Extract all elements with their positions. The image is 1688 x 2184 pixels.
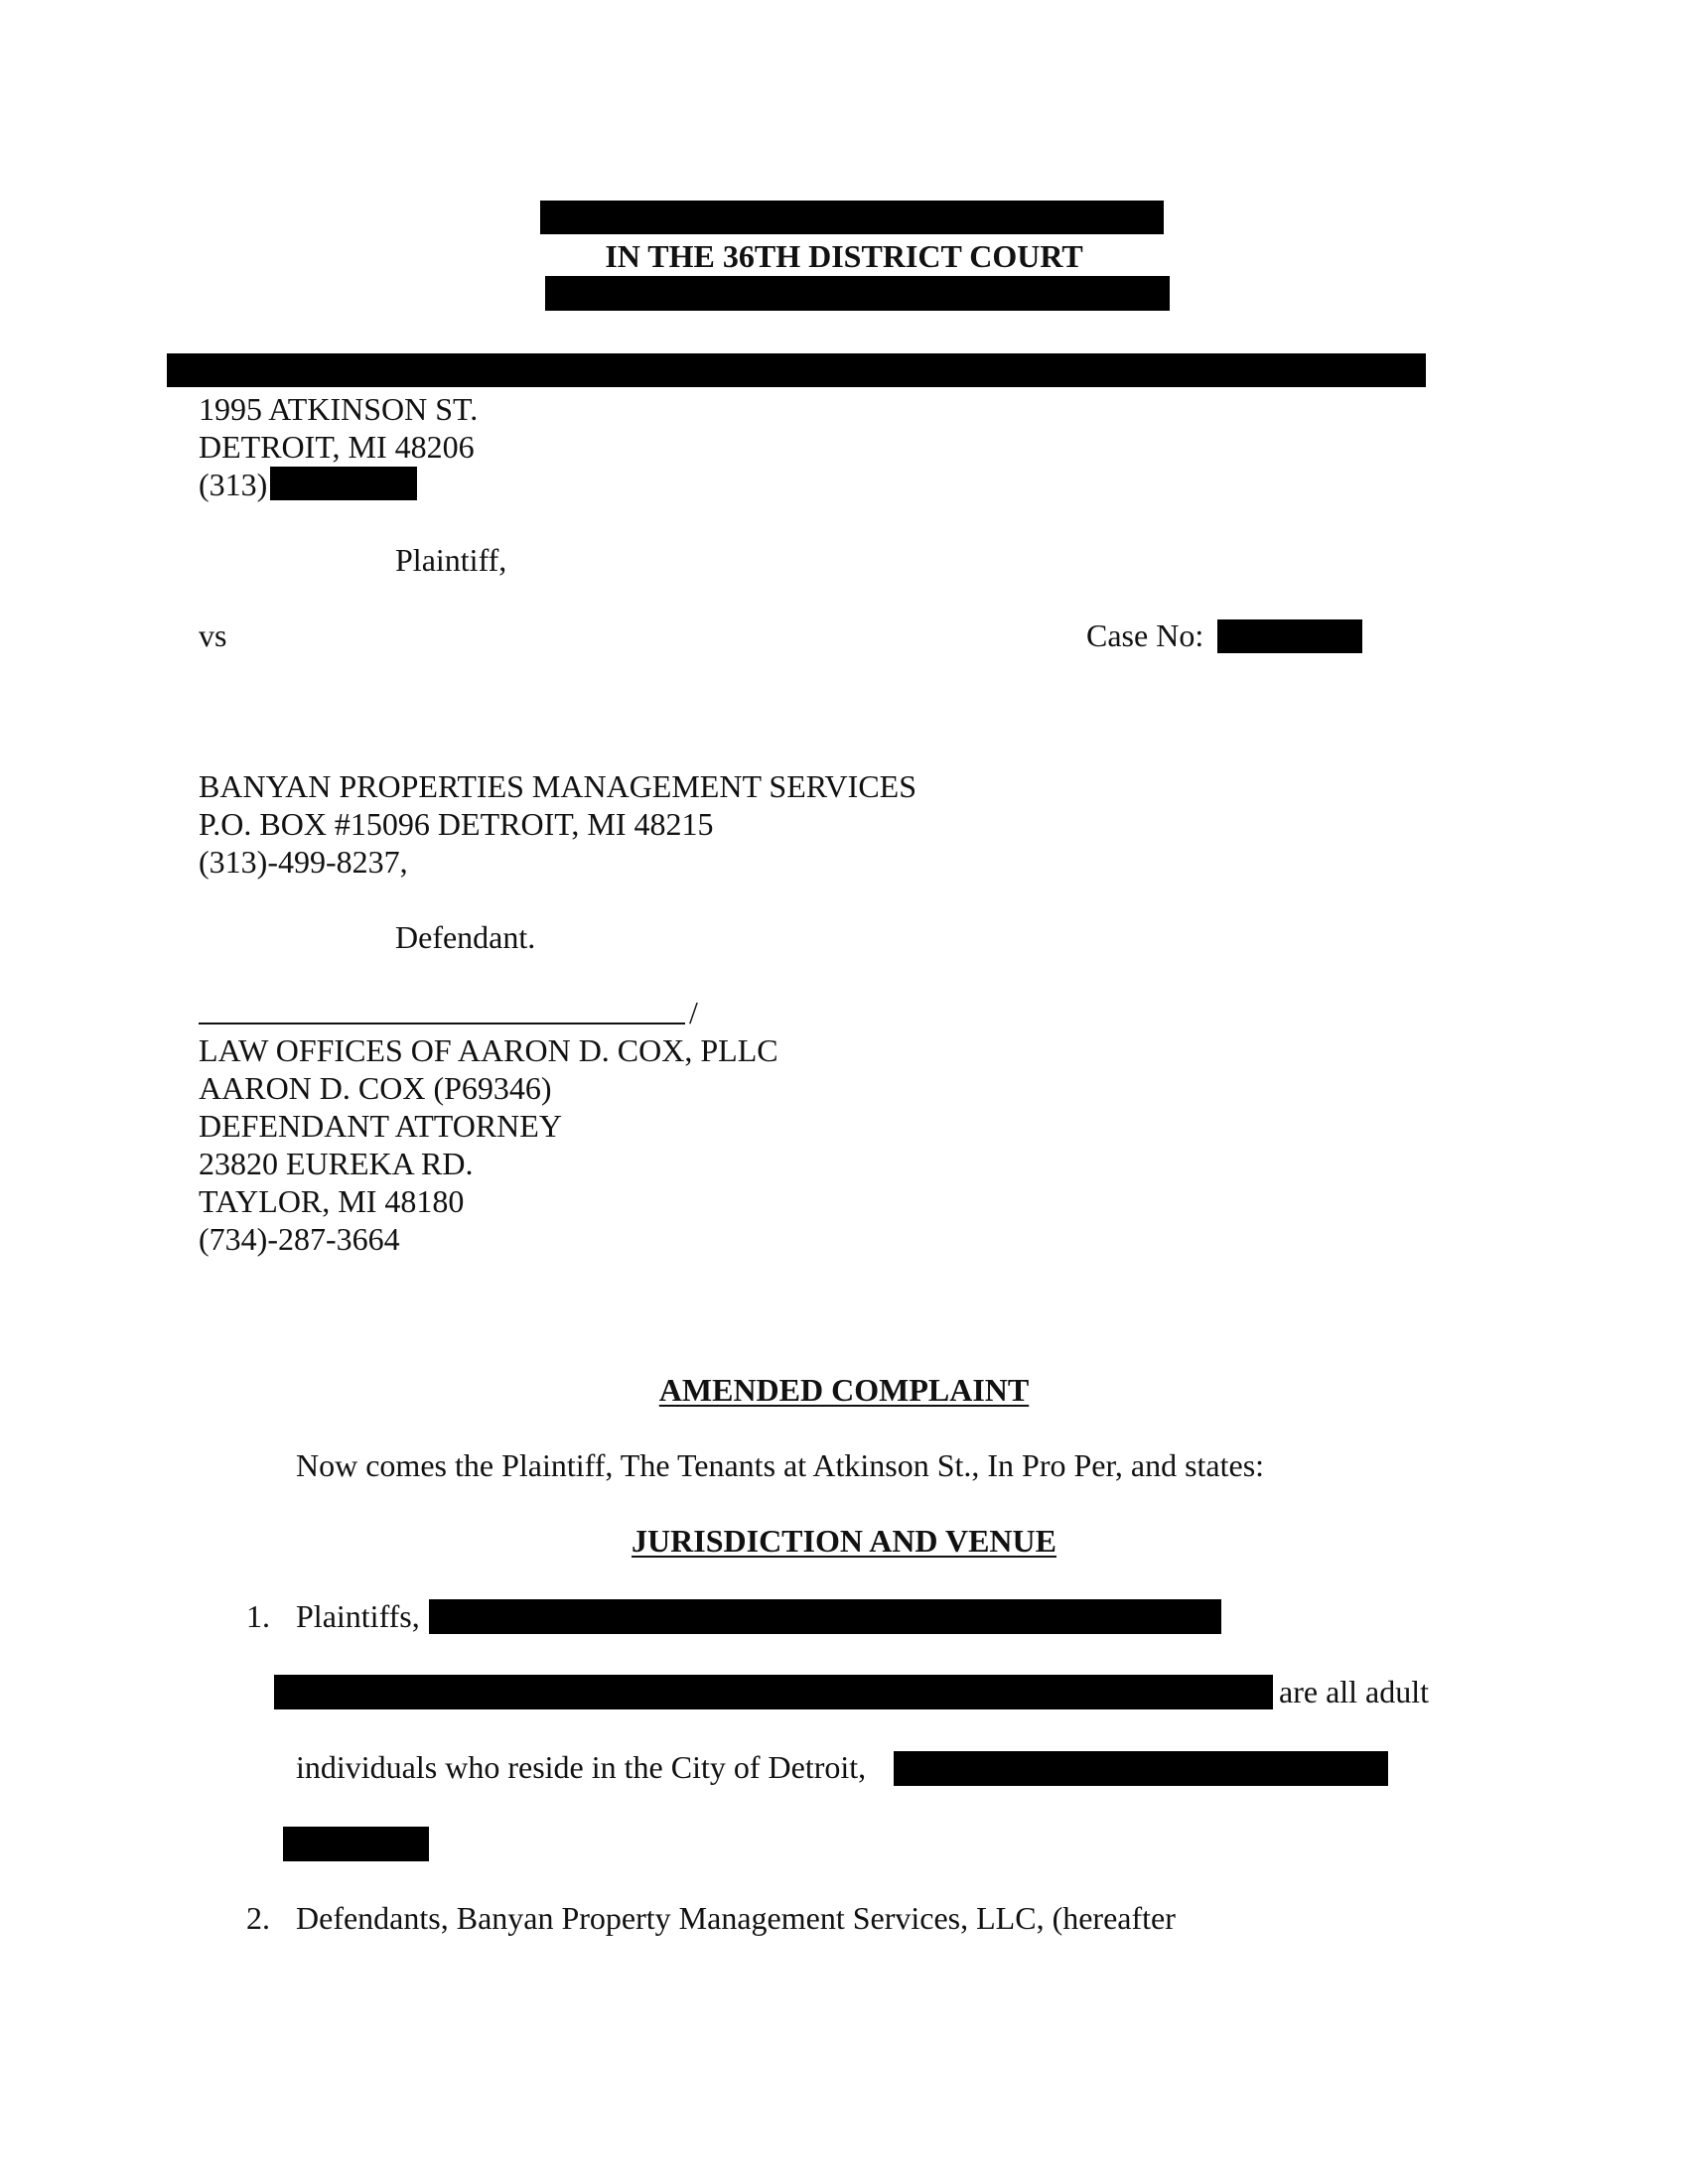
redaction-bar <box>894 1751 1388 1786</box>
defendant-name: BANYAN PROPERTIES MANAGEMENT SERVICES <box>199 768 916 804</box>
attorney-line: AARON D. COX (P69346) <box>199 1070 552 1106</box>
complaint-heading <box>0 1371 1688 1409</box>
attorney-line: LAW OFFICES OF AARON D. COX, PLLC <box>199 1032 778 1068</box>
paragraph-text: are all adult <box>1279 1674 1430 1709</box>
section-heading-text: JURISDICTION AND VENUE <box>632 1523 1056 1559</box>
redaction-bar <box>283 1827 429 1861</box>
attorney-line: DEFENDANT ATTORNEY <box>199 1108 562 1144</box>
signature-line <box>199 1023 685 1024</box>
paragraph-number: 1. <box>246 1598 270 1634</box>
defendant-role-label: Defendant. <box>395 919 536 955</box>
attorney-line: TAYLOR, MI 48180 <box>199 1183 465 1219</box>
complaint-intro: Now comes the Plaintiff, The Tenants at Atkinson St., In Pro Per, and states: <box>296 1447 1265 1483</box>
redaction-bar <box>270 467 417 500</box>
attorney-line: (734)-287-3664 <box>199 1221 400 1257</box>
plaintiff-address-line2: DETROIT, MI 48206 <box>199 429 475 465</box>
paragraph-text: Plaintiffs, <box>296 1598 420 1634</box>
paragraph-text: individuals who reside in the City of Detroit, <box>296 1749 867 1785</box>
defendant-address: P.O. BOX #15096 DETROIT, MI 48215 <box>199 806 714 842</box>
signature-slash: / <box>689 995 698 1030</box>
paragraph-text: Defendants, Banyan Property Management Services, LLC, (hereafter <box>296 1900 1176 1936</box>
plaintiff-phone-prefix: (313) <box>199 467 268 502</box>
section-heading <box>0 1522 1688 1560</box>
complaint-heading-text: AMENDED COMPLAINT <box>658 1372 1030 1408</box>
versus-label: vs <box>199 617 227 653</box>
redaction-bar <box>429 1599 1221 1634</box>
court-title: IN THE 36TH DISTRICT COURT <box>605 238 1083 274</box>
case-number-label: Case No: <box>1086 617 1204 653</box>
redaction-bar <box>274 1675 1273 1709</box>
redaction-bar <box>167 353 1426 387</box>
plaintiff-role-label: Plaintiff, <box>395 542 507 578</box>
attorney-line: 23820 EUREKA RD. <box>199 1146 474 1181</box>
defendant-phone: (313)-499-8237, <box>199 844 408 880</box>
redaction-bar <box>540 201 1164 234</box>
plaintiff-address-line1: 1995 ATKINSON ST. <box>199 391 479 427</box>
redaction-bar <box>1217 619 1362 653</box>
redaction-bar <box>545 276 1170 311</box>
paragraph-number: 2. <box>246 1900 270 1936</box>
